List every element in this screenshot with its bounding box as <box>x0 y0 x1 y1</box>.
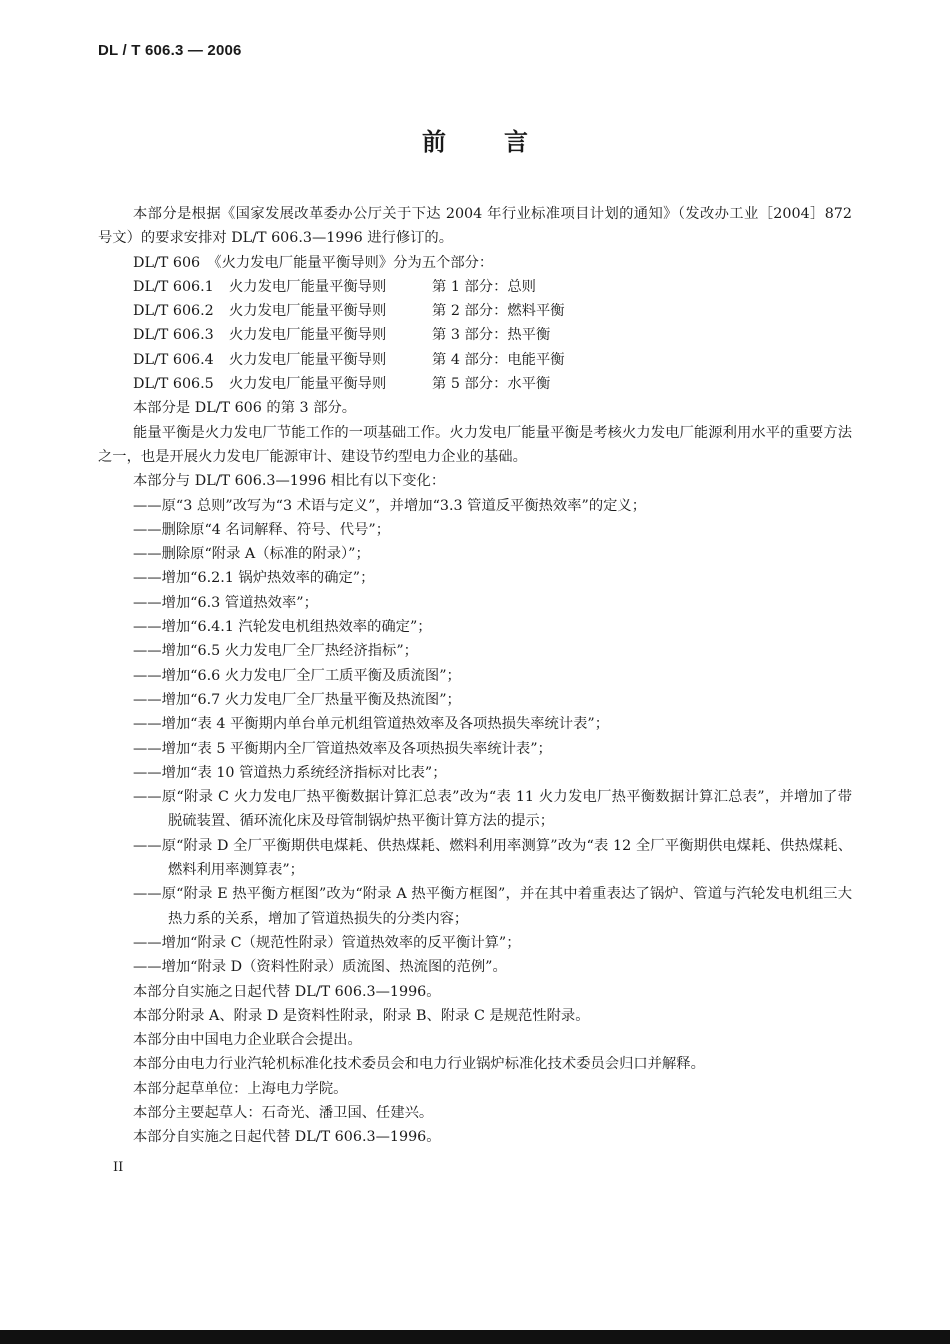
closing-statement: 本部分附录 A、附录 D 是资料性附录，附录 B、附录 C 是规范性附录。 <box>133 1007 590 1024</box>
change-item: ——删除原“4 名词解释、符号、代号”； <box>133 521 391 538</box>
document-number-header: DL / T 606.3 — 2006 <box>98 42 242 59</box>
part-label: 第 3 部分：热平衡 <box>432 327 551 344</box>
closing-statement: 本部分自实施之日起代替 DL/T 606.3—1996。 <box>133 1129 441 1146</box>
part-code: DL/T 606.4 <box>133 351 214 368</box>
title-char-2: 言 <box>504 128 528 156</box>
page-title <box>0 122 950 157</box>
change-item: ——增加“表 5 平衡期内全厂管道热效率及各项热损失率统计表”； <box>133 740 552 757</box>
closing-statement: 本部分由电力行业汽轮机标准化技术委员会和电力行业锅炉标准化技术委员会归口并解释。 <box>133 1056 705 1073</box>
part-title: 火力发电厂能量平衡导则 <box>229 351 387 368</box>
parts-list <box>98 275 852 396</box>
change-item: ——增加“表 4 平衡期内单台单元机组管道热效率及各项热损失率统计表”； <box>133 716 610 733</box>
part-code: DL/T 606.1 <box>133 278 214 295</box>
part-title: 火力发电厂能量平衡导则 <box>229 278 387 295</box>
part-code: DL/T 606.2 <box>133 303 214 320</box>
part-title: 火力发电厂能量平衡导则 <box>229 327 387 344</box>
part-label: 第 4 部分：电能平衡 <box>432 351 565 368</box>
title-char-1: 前 <box>422 128 446 156</box>
part-code: DL/T 606.3 <box>133 327 214 344</box>
series-intro: DL/T 606 《火力发电厂能量平衡导则》分为五个部分： <box>133 254 494 271</box>
change-item: ——增加“6.7 火力发电厂全厂热量平衡及热流图”； <box>133 691 461 708</box>
importance-paragraph: 能量平衡是火力发电厂节能工作的一项基础工作。火力发电厂能量平衡是考核火力发电厂能源利用水平的重要方法之一，也是开展火力发电厂能源审计、建设节约型电力企业的基础。 <box>98 424 852 465</box>
changes-list <box>98 494 852 980</box>
change-item: ——增加“6.6 火力发电厂全厂工质平衡及质流图”； <box>133 667 461 684</box>
foreword-body <box>98 202 852 1150</box>
change-item: ——增加“附录 D（资料性附录）质流图、热流图的范例”。 <box>133 959 507 976</box>
change-item: ——增加“附录 C（规范性附录）管道热效率的反平衡计算”； <box>133 934 521 951</box>
change-item: ——删除原“附录 A（标准的附录）”； <box>133 546 370 563</box>
part-title: 火力发电厂能量平衡导则 <box>229 303 387 320</box>
basis-paragraph: 本部分是根据《国家发展改革委办公厅关于下达 2004 年行业标准项目计划的通知》（发改办工业［2004］872 号文）的要求安排对 DL/T 606.3—1996 进行修订的。 <box>98 206 852 247</box>
this-part-statement: 本部分是 DL/T 606 的第 3 部分。 <box>133 400 357 417</box>
change-item: ——原“附录 E 热平衡方框图”改为“附录 A 热平衡方框图”，并在其中着重表达了锅炉、管道与汽轮发电机组三大热力系的关系，增加了管道热损失的分类内容； <box>133 886 852 927</box>
closing-statements <box>98 980 852 1150</box>
change-item: ——原“附录 D 全厂平衡期供电煤耗、供热煤耗、燃料利用率测算”改为“表 12 全厂平衡期供电煤耗、供热煤耗、燃料利用率测算表”； <box>133 837 852 879</box>
scan-edge-bar <box>0 1330 950 1344</box>
parts-list-item <box>98 275 852 299</box>
parts-list-item <box>98 348 852 372</box>
change-item: ——增加“6.5 火力发电厂全厂热经济指标”； <box>133 643 418 660</box>
part-label: 第 2 部分：燃料平衡 <box>432 303 565 320</box>
parts-list-item <box>98 372 852 396</box>
closing-statement: 本部分自实施之日起代替 DL/T 606.3—1996。 <box>133 983 441 1000</box>
part-label: 第 1 部分：总则 <box>432 278 536 295</box>
closing-statement: 本部分由中国电力企业联合会提出。 <box>133 1032 362 1049</box>
change-item: ——增加“6.2.1 锅炉热效率的确定”； <box>133 570 375 587</box>
change-item: ——增加“表 10 管道热力系统经济指标对比表”； <box>133 764 447 781</box>
part-code: DL/T 606.5 <box>133 376 214 393</box>
page-number: II <box>113 1160 124 1175</box>
change-item: ——原“3 总则”改写为“3 术语与定义”，并增加“3.3 管道反平衡热效率”的定义； <box>133 497 647 514</box>
change-item: ——原“附录 C 火力发电厂热平衡数据计算汇总表”改为“表 11 火力发电厂热平衡数据计算汇总表”，并增加了带脱硫装置、循环流化床及母管制锅炉热平衡计算方法的提示； <box>133 789 852 830</box>
change-item: ——增加“6.4.1 汽轮发电机组热效率的确定”； <box>133 619 432 636</box>
closing-statement: 本部分起草单位：上海电力学院。 <box>133 1080 348 1097</box>
parts-list-item <box>98 299 852 323</box>
part-label: 第 5 部分：水平衡 <box>432 376 551 393</box>
parts-list-item <box>98 323 852 347</box>
closing-statement: 本部分主要起草人：石奇光、潘卫国、任建兴。 <box>133 1104 434 1121</box>
changes-intro: 本部分与 DL/T 606.3—1996 相比有以下变化： <box>133 473 446 490</box>
part-title: 火力发电厂能量平衡导则 <box>229 376 387 393</box>
change-item: ——增加“6.3 管道热效率”； <box>133 594 318 611</box>
